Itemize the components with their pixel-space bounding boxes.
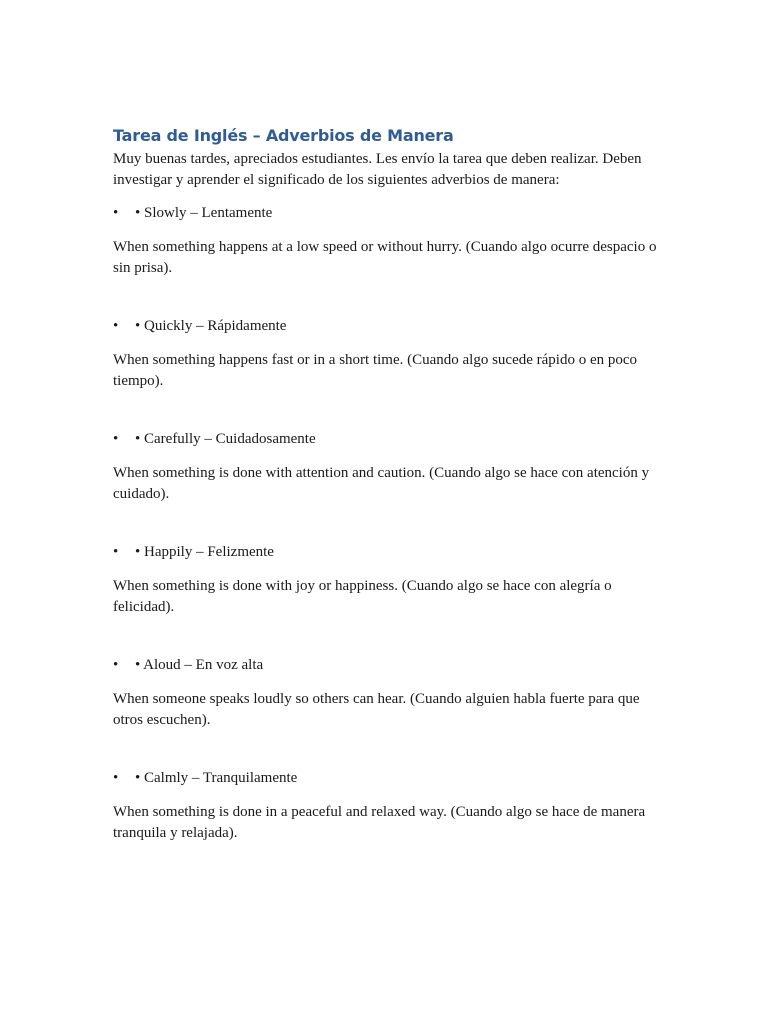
- adverb-definition: When something is done with attention and caution. (Cuando algo se hace con atención y cuidado).: [113, 465, 650, 502]
- adverb-term-line: [113, 429, 658, 450]
- adverb-term-line: [113, 203, 658, 224]
- bullet-icon: •: [113, 544, 119, 560]
- bullet-icon: •: [113, 318, 119, 334]
- adverb-definition: When something is done with joy or happiness. (Cuando algo se hace con alegría o felicidad).: [113, 578, 612, 615]
- adverb-term: • Happily – Felizmente: [135, 544, 274, 560]
- adverb-entry: [113, 655, 658, 731]
- adverb-entry: [113, 542, 658, 618]
- adverb-definition: When something is done in a peaceful and relaxed way. (Cuando algo se hace de manera tranquila y relajada).: [113, 804, 646, 841]
- adverb-term-line: [113, 542, 658, 563]
- bullet-icon: •: [113, 770, 119, 786]
- adverb-definition: When someone speaks loudly so others can hear. (Cuando alguien habla fuerte para que otros escuchen).: [113, 691, 640, 728]
- adverb-entry: [113, 316, 658, 392]
- adverb-term: • Carefully – Cuidadosamente: [135, 431, 316, 447]
- document-body: [113, 125, 658, 844]
- document-title: Tarea de Inglés – Adverbios de Manera: [113, 126, 454, 145]
- adverb-term: • Quickly – Rápidamente: [135, 318, 287, 334]
- bullet-icon: •: [113, 431, 119, 447]
- adverb-entry: [113, 768, 658, 844]
- adverb-term-line: [113, 655, 658, 676]
- bullet-icon: •: [113, 205, 119, 221]
- adverb-term: • Slowly – Lentamente: [135, 205, 273, 221]
- adverb-term-line: [113, 768, 658, 789]
- bullet-icon: •: [113, 657, 119, 673]
- adverb-list: [113, 203, 658, 844]
- adverb-definition: When something happens fast or in a short time. (Cuando algo sucede rápido o en poco tiempo).: [113, 352, 638, 389]
- adverb-term: • Aloud – En voz alta: [135, 657, 264, 673]
- intro-paragraph: Muy buenas tardes, apreciados estudiantes. Les envío la tarea que deben realizar. Deben investigar y aprender el significado de los siguientes adverbios de manera:: [113, 151, 642, 188]
- adverb-term-line: [113, 316, 658, 337]
- adverb-entry: [113, 429, 658, 505]
- adverb-term: • Calmly – Tranquilamente: [135, 770, 298, 786]
- adverb-definition: When something happens at a low speed or without hurry. (Cuando algo ocurre despacio o sin prisa).: [113, 239, 657, 276]
- adverb-entry: [113, 203, 658, 279]
